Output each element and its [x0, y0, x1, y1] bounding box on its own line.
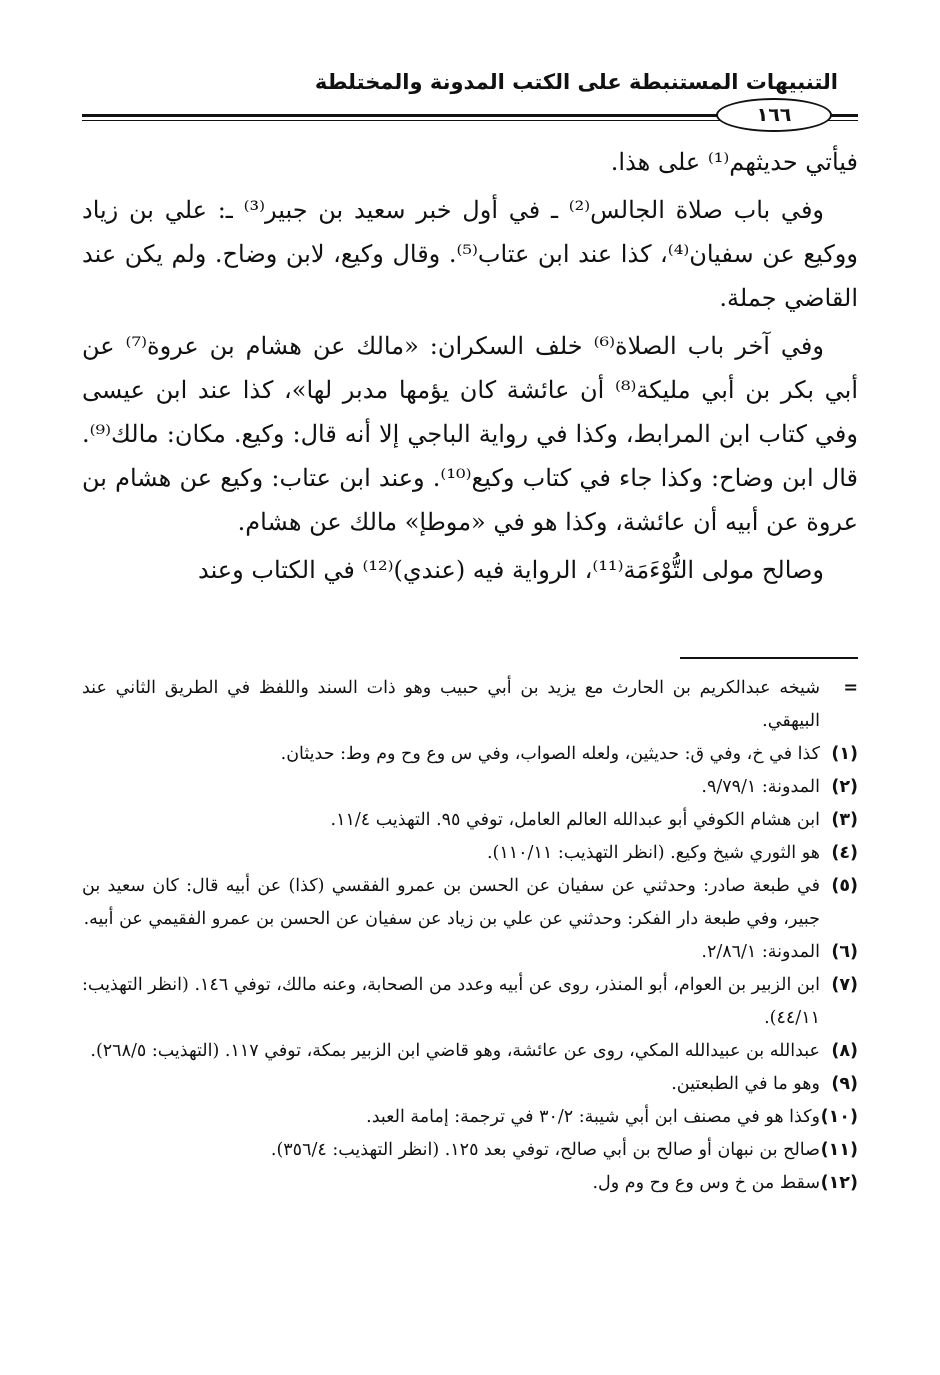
- footnote-number: (١١): [820, 1140, 858, 1160]
- footnote-item: [82, 1035, 858, 1068]
- footnotes: [82, 672, 858, 1200]
- footnote-item: [82, 870, 858, 936]
- footnote-item: [82, 1068, 858, 1101]
- footnote-item: [82, 738, 858, 771]
- footnote-text: في طبعة صادر: وحدثني عن سفيان عن الحسن بن عمرو الفقسي (كذا) عن أبيه قال: كان سعيد بن جبير، وفي طبعة دار الفكر: وحدثني عن علي بن زياد عن سفيان عن الحسن بن عمرو الفقيمي عن أبيه.: [82, 876, 820, 929]
- footnote-number: (٦): [831, 942, 858, 962]
- footnote-item: [82, 837, 858, 870]
- running-title: التنبيهات المستنبطة على الكتب المدونة والمختلطة: [314, 70, 838, 94]
- footnote-item: [82, 1167, 858, 1200]
- footnote-item: [82, 672, 858, 738]
- footnote-item: [82, 804, 858, 837]
- footnote-number: (٤): [831, 843, 858, 863]
- footnote-number: (٢): [831, 777, 858, 797]
- footnote-number: (١): [831, 744, 858, 764]
- footnote-item: [82, 1134, 858, 1167]
- footnote-separator: [680, 657, 858, 659]
- footnote-text: هو الثوري شيخ وكيع. (انظر التهذيب: ١١٠/١١).: [486, 843, 820, 863]
- footnote-number: (٣): [831, 810, 858, 830]
- body-paragraph: وصالح مولى التُّوْءَمَة⁽¹¹⁾، الرواية فيه (عندي)⁽¹²⁾ في الكتاب وعند: [197, 556, 824, 584]
- footnote-item: [82, 936, 858, 969]
- footnote-item: [82, 1101, 858, 1134]
- footnote-item: [82, 771, 858, 804]
- footnote-text: ابن هشام الكوفي أبو عبدالله العالم العامل، توفي ٩٥. التهذيب ١١/٤.: [330, 810, 820, 830]
- body-paragraph: وفي آخر باب الصلاة⁽⁶⁾ خلف السكران: «مالك عن هشام بن عروة⁽⁷⁾ عن أبي بكر بن أبي مليكة⁽⁸⁾ أن عائشة كان يؤمها مدبر لها»، كذا عند ابن عيسى وفي كتاب ابن المرابط، وكذا في رواية الباجي إلا أنه قال: وكيع. مكان: مالك⁽⁹⁾. قال ابن وضاح: وكذا جاء في كتاب وكيع⁽¹⁰⁾. وعند ابن عتاب: وكيع عن هشام بن عروة عن أبيه أن عائشة، وكذا هو في «موطإ» مالك عن هشام.: [82, 332, 859, 536]
- footnote-number: (١٠): [820, 1107, 858, 1127]
- footnote-text: صالح بن نبهان أو صالح بن أبي صالح، توفي بعد ١٢٥. (انظر التهذيب: ٣٥٦/٤).: [270, 1140, 820, 1160]
- footnote-text: ابن الزبير بن العوام، أبو المنذر، روى عن أبيه وعدد من الصحابة، وعنه مالك، توفي ١٤٦. (انظر التهذيب: ٤٤/١١).: [82, 975, 820, 1028]
- footnote-number: =: [843, 678, 858, 698]
- footnote-text: وكذا هو في مصنف ابن أبي شيبة: ٣٠/٢ في ترجمة: إمامة العبد.: [366, 1107, 820, 1127]
- body-paragraph: فيأتي حديثهم⁽¹⁾ على هذا.: [610, 148, 858, 176]
- footnote-number: (٨): [831, 1041, 858, 1061]
- footnote-number: (٩): [831, 1074, 858, 1094]
- footnote-number: (١٢): [820, 1173, 858, 1193]
- page-number: ١٦٦: [716, 98, 832, 132]
- main-text: [82, 140, 858, 596]
- footnote-item: [82, 969, 858, 1035]
- footnote-number: (٧): [831, 975, 858, 995]
- body-paragraph: وفي باب صلاة الجالس⁽²⁾ ـ في أول خبر سعيد بن جبير⁽³⁾ ـ: علي بن زياد ووكيع عن سفيان⁽⁴⁾، كذا عند ابن عتاب⁽⁵⁾. وقال وكيع، لابن وضاح. ولم يكن عند القاضي جملة.: [82, 196, 858, 312]
- running-header: [82, 64, 858, 102]
- footnote-text: سقط من خ وس وع وح وم ول.: [592, 1173, 820, 1193]
- footnote-text: عبدالله بن عبيدالله المكي، روى عن عائشة، وهو قاضي ابن الزبير بمكة، توفي ١١٧. (التهذيب: ٢٦٨/٥).: [90, 1041, 820, 1061]
- footnote-text: كذا في خ، وفي ق: حديثين، ولعله الصواب، وفي س وع وح وم وط: حديثان.: [280, 744, 820, 764]
- footnote-text: المدونة: ٢/٨٦/١.: [701, 942, 820, 962]
- footnote-text: المدونة: ٩/٧٩/١.: [701, 777, 820, 797]
- footnote-number: (٥): [831, 876, 858, 896]
- footnote-text: وهو ما في الطبعتين.: [671, 1074, 820, 1094]
- footnote-text: شيخه عبدالكريم بن الحارث مع يزيد بن أبي حبيب وهو ذات السند واللفظ في الطريق الثاني عند البيهقي.: [82, 678, 820, 731]
